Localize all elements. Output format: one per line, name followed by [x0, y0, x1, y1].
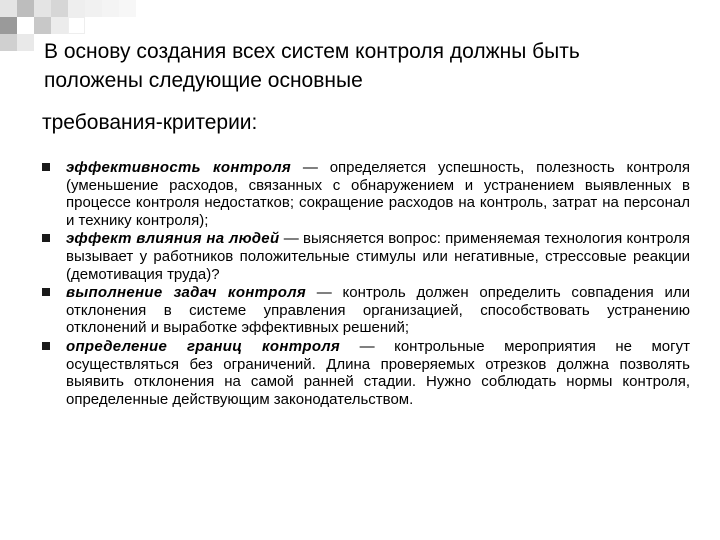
- criterion-text: — выясняется вопрос: применяемая технология контроля вызывает у работников положительные стимулы или негативные, стрессовые реакции (демотивация труда)?: [66, 230, 690, 283]
- deco-square: [0, 34, 17, 51]
- slide-heading: [44, 37, 704, 95]
- bullet-square-icon: [42, 163, 50, 171]
- slide-subheading: [42, 108, 702, 137]
- list-item: [42, 338, 690, 408]
- deco-square: [0, 0, 17, 17]
- deco-square: [51, 0, 68, 17]
- list-item: [42, 284, 690, 337]
- criterion-text: — контроль должен определить совпадения или отклонения в системе управления организацией, способствовать устранению отклонений и выработке эффективных решений;: [66, 284, 691, 337]
- heading-line-1: В основу создания всех систем контроля должны быть: [44, 40, 580, 63]
- criterion-term: определение границ контроля: [66, 337, 341, 355]
- deco-square: [34, 17, 51, 34]
- list-item: [42, 159, 690, 229]
- list-item: [42, 230, 690, 283]
- deco-square: [17, 34, 34, 51]
- deco-square: [17, 0, 34, 17]
- bullet-square-icon: [42, 234, 50, 242]
- deco-square: [0, 17, 17, 34]
- criterion-text: — определяется успешность, полезность контроля (уменьшение расходов, связанных с обнаружением и устранением выявленных в процессе контроля недостатков; сокращение расходов на контроль, затрат на персонал и технику контроля);: [66, 159, 691, 229]
- criterion-text: — контрольные мероприятия не могут осуществляться без ограничений. Длина проверяемых отрезков должна позволять выявить отклонения на самой ранней стадии. Нужно соблюдать нормы контроля, определенные действующим законодательством.: [66, 337, 690, 408]
- criteria-list: [42, 159, 690, 408]
- decorative-squares: [0, 0, 720, 40]
- heading-line-3: требования-критерии: [42, 111, 252, 134]
- heading-colon: :: [251, 111, 258, 134]
- bullet-square-icon: [42, 342, 50, 350]
- deco-square: [68, 17, 85, 34]
- deco-square: [85, 0, 102, 17]
- criterion-term: эффективность контроля: [66, 159, 292, 176]
- deco-square: [51, 17, 68, 34]
- criterion-term: эффект влияния на людей: [66, 230, 280, 248]
- criterion-term: выполнение задач контроля: [66, 284, 306, 302]
- bullet-square-icon: [42, 288, 50, 296]
- deco-square: [68, 0, 85, 17]
- deco-square: [17, 17, 34, 34]
- deco-square: [102, 0, 119, 17]
- heading-line-2: положены следующие основные: [44, 69, 363, 92]
- deco-square: [119, 0, 136, 17]
- deco-square: [34, 0, 51, 17]
